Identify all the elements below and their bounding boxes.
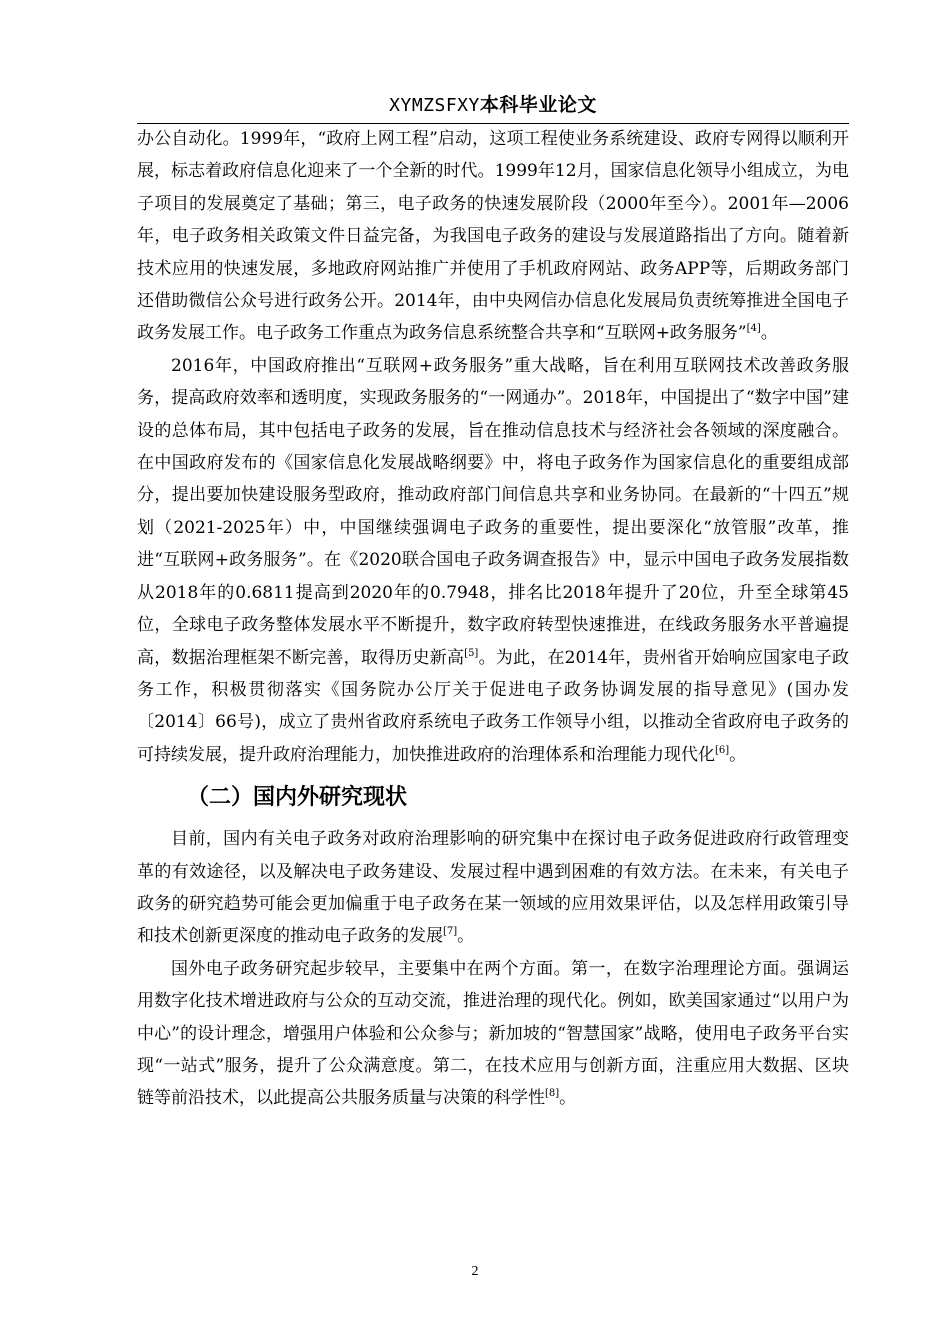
- body-text: [137, 123, 849, 1115]
- section-heading: （二）国内外研究现状: [187, 785, 408, 811]
- paragraph-3-text: 目前，国内有关电子政务对政府治理影响的研究集中在探讨电子政务促进政府行政管理变革的有效途径，以及解决电子政务建设、发展过程中遇到困难的有效方法。在未来，有关电子政务的研究趋势可能会更加偏重于电子政务在某一领域的应用效果评估，以及怎样用政策引导和技术创新更深度的推动电子政务的发展: [137, 829, 849, 947]
- paragraph-2-text: 2016年，中国政府推出“互联网+政务服务”重大战略，旨在利用互联网技术改善政务服务，提高政府效率和透明度，实现政务服务的“一网通办”。2018年，中国提出了“数字中国”建设的总体布局，其中包括电子政务的发展，旨在推动信息技术与经济社会各领域的深度融合。在中国政府发布的《国家信息化发展战略纲要》中，将电子政务作为国家信息化的重要组成部分，提出要加快建设服务型政府，推动政府部门间信息共享和业务协同。在最新的“十四五”规划（2021-2025年）中，中国继续强调电子政务的重要性，提出要深化“放管服”改革，推进“互联网+政务服务”。在《2020联合国电子政务调查报告》中，显示中国电子政务发展指数从2018年的0.6811提高到2020年的0.7948，排名比2018年提升了20位，升至全球第45位，全球电子政务整体发展水平不断提升，数字政府转型快速推进，在线政务服务水平普遍提高，数据治理框架不断完善，取得历史新高: [137, 355, 849, 668]
- paragraph-2: [137, 350, 849, 771]
- paragraph-1: [137, 123, 849, 350]
- paragraph-3: [137, 823, 849, 953]
- page-header: [137, 92, 849, 122]
- citation-8: [8]: [545, 1088, 560, 1100]
- citation-6: [6]: [715, 744, 730, 756]
- header-doc-type: 本科毕业论文: [479, 95, 597, 116]
- citation-5: [5]: [464, 647, 479, 659]
- paragraph-4: [137, 953, 849, 1115]
- paragraph-1-text: 办公自动化。1999年，“政府上网工程”启动，这项工程使业务系统建设、政府专网得以顺利开展，标志着政府信息化迎来了一个全新的时代。1999年12月，国家信息化领导小组成立，为电子项目的发展奠定了基础；第三，电子政务的快速发展阶段（2000年至今）。2001年—2006年，电子政务相关政策文件日益完备，为我国电子政务的建设与发展道路指出了方向。随着新技术应用的快速发展，多地政府网站推广并使用了手机政府网站、政务APP等，后期政务部门还借助微信公众号进行政务公开。2014年，由中央网信办信息化发展局负责统筹推进全国电子政务发展工作。电子政务工作重点为政务信息系统整合共享和“互联网+政务服务”: [137, 129, 849, 344]
- paragraph-4-text: 国外电子政务研究起步较早，主要集中在两个方面。第一，在数字治理理论方面。强调运用数字化技术增进政府与公众的互动交流，推进治理的现代化。例如，欧美国家通过“以用户为中心”的设计理念，增强用户体验和公众参与；新加坡的“智慧国家”战略，使用电子政务平台实现“一站式”服务，提升了公众满意度。第二，在技术应用与创新方面，注重应用大数据、区块链等前沿技术，以此提高公共服务质量与决策的科学性: [137, 958, 849, 1109]
- paragraph-2-end: 。: [729, 744, 747, 765]
- citation-7: [7]: [443, 926, 458, 938]
- page-number: 2: [471, 1264, 479, 1279]
- paragraph-1-end: 。: [760, 323, 778, 344]
- paragraph-3-end: 。: [457, 926, 475, 947]
- citation-4: [4]: [746, 323, 761, 335]
- header-school-code: XYMZSFXY: [389, 95, 480, 116]
- paragraph-2-text-cont: 。为此，在2014年，贵州省开始响应国家电子政务工作，积极贯彻落实《国务院办公厅关于促进电子政务协调发展的指导意见》(国办发〔2014〕66号)，成立了贵州省政府系统电子政务工作领导小组，以推动全省政府电子政务的可持续发展，提升政府治理能力，加快推进政府的治理体系和治理能力现代化: [137, 647, 849, 765]
- paragraph-4-end: 。: [559, 1088, 577, 1109]
